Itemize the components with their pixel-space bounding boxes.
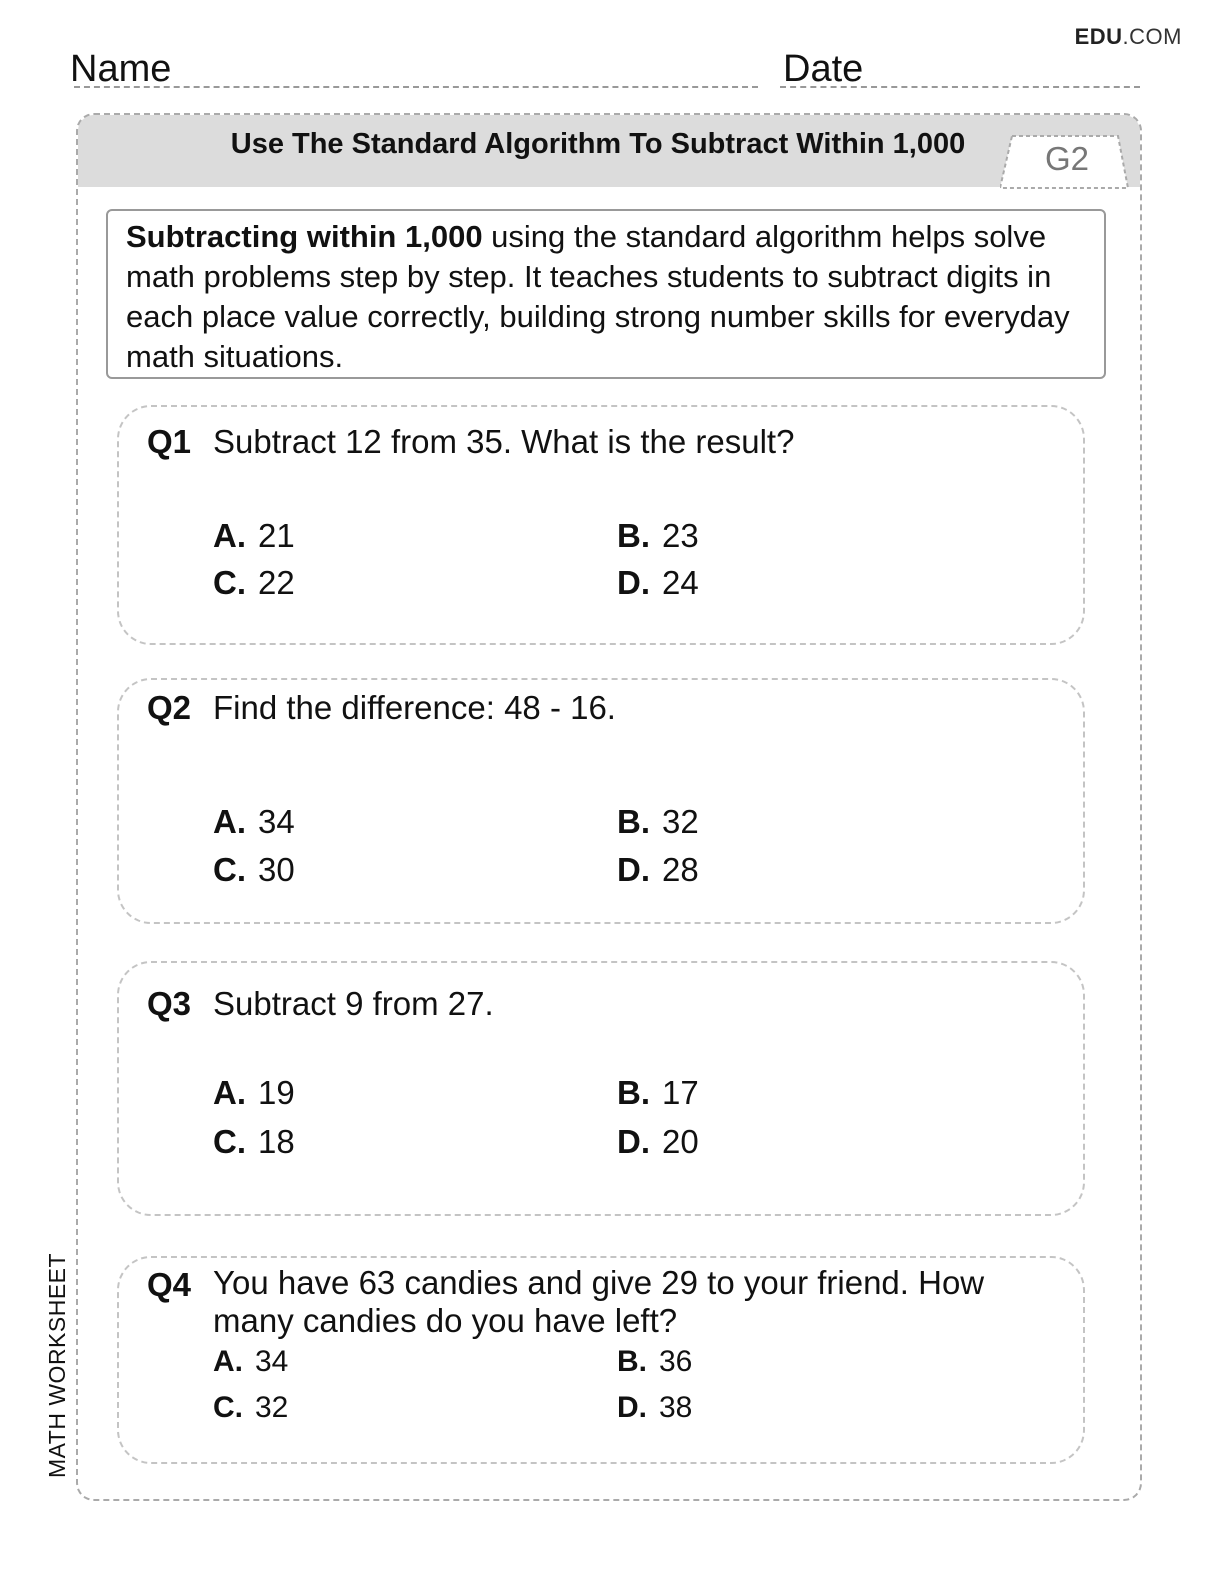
question-text-1: Subtract 12 from 35. What is the result? <box>213 423 795 460</box>
option-3-c[interactable]: C. 18 <box>213 1123 295 1160</box>
option-1-d[interactable]: D. 24 <box>617 564 699 601</box>
option-3-b[interactable]: B. 17 <box>617 1074 699 1111</box>
name-line[interactable] <box>74 86 758 88</box>
option-2-b[interactable]: B. 32 <box>617 803 699 840</box>
date-line[interactable] <box>780 86 1140 88</box>
question-text-3: Subtract 9 from 27. <box>213 985 494 1022</box>
option-1-c[interactable]: C. 22 <box>213 564 295 601</box>
grade-label: G2 <box>1044 140 1090 177</box>
date-label: Date <box>783 48 864 90</box>
option-4-d[interactable]: D. 38 <box>617 1391 693 1424</box>
option-2-a[interactable]: A. 34 <box>213 803 295 840</box>
option-3-d[interactable]: D. 20 <box>617 1123 699 1160</box>
option-4-b[interactable]: B. 36 <box>617 1345 693 1378</box>
brand-part-1: EDU <box>1074 24 1123 49</box>
question-number-4: Q4 <box>147 1266 192 1303</box>
question-number-3: Q3 <box>147 985 192 1022</box>
side-label: MATH WORKSHEET <box>44 1252 70 1478</box>
question-number-2: Q2 <box>147 689 192 726</box>
question-number-1: Q1 <box>147 423 192 460</box>
name-label: Name <box>70 48 172 90</box>
option-4-c[interactable]: C. 32 <box>213 1391 289 1424</box>
option-2-d[interactable]: D. 28 <box>617 851 699 888</box>
option-1-b[interactable]: B. 23 <box>617 517 699 554</box>
intro-text: using the standard algorithm helps solve math problems step by step. It teaches students to subtract digits in each place value correctly, building strong number skills for everyday math situations. <box>126 219 1070 374</box>
brand-logo <box>1075 24 1182 50</box>
option-2-c[interactable]: C. 30 <box>213 851 295 888</box>
option-3-a[interactable]: A. 19 <box>213 1074 295 1111</box>
brand-part-2: .COM <box>1122 24 1182 49</box>
question-text-4: You have 63 candies and give 29 to your friend. How many candies do you have left? <box>213 1264 985 1339</box>
option-1-a[interactable]: A. 21 <box>213 517 295 554</box>
worksheet-title: Use The Standard Algorithm To Subtract Within 1,000 <box>230 128 966 160</box>
intro-bold: Subtracting within 1,000 <box>126 219 483 254</box>
intro-box <box>106 209 1106 379</box>
option-4-a[interactable]: A. 34 <box>213 1345 289 1378</box>
question-text-2: Find the difference: 48 - 16. <box>213 689 616 726</box>
